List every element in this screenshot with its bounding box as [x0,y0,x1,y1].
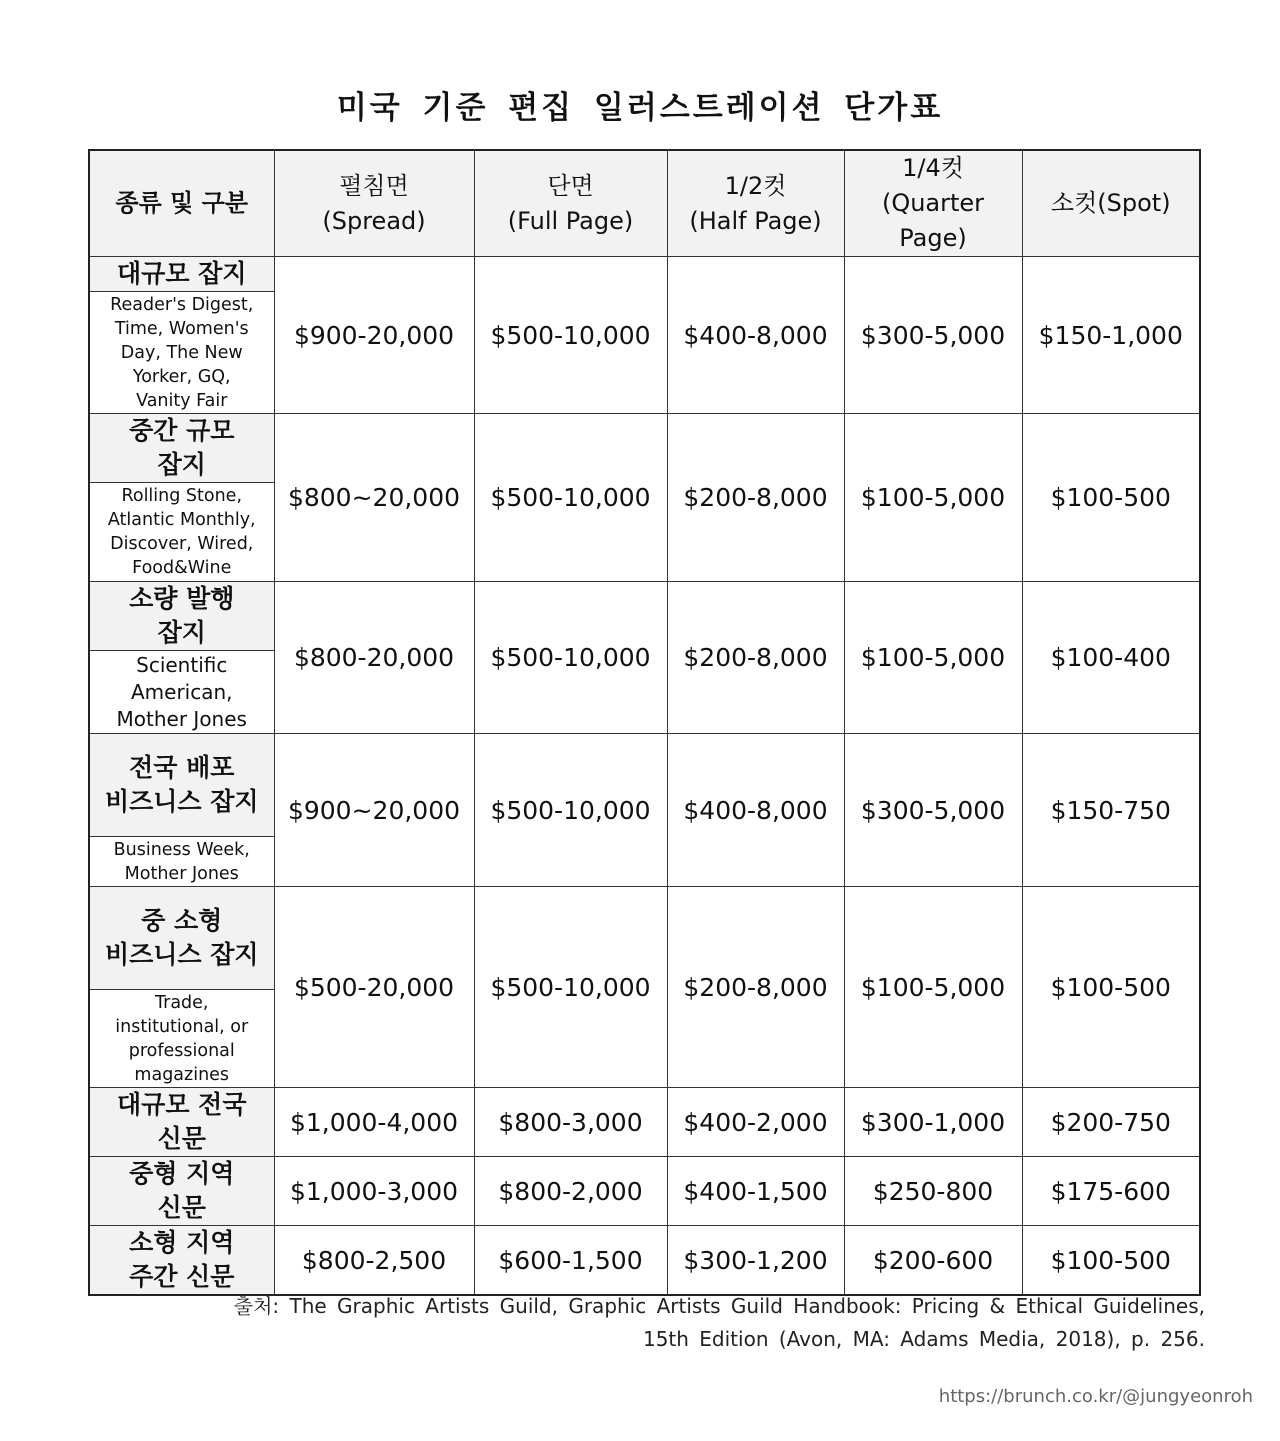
table-header-row [89,150,1200,257]
row-examples: Rolling Stone, Atlantic Monthly, Discover, Wired, Food&Wine [89,483,274,582]
price-full-page: $500-10,000 [474,257,667,414]
source-line-2: 15th Edition (Avon, MA: Adams Media, 2018), p. 256. [642,1327,1205,1351]
table-row [89,414,1200,483]
row-category: 대규모 잡지 [89,257,274,292]
price-spread: $1,000-4,000 [274,1088,474,1157]
price-spot: $150-1,000 [1022,257,1200,414]
row-examples: Trade, institutional, or professional magazines [89,990,274,1088]
price-full-page: $600-1,500 [474,1226,667,1296]
price-quarter-page: $300-5,000 [844,257,1022,414]
price-quarter-page: $250-800 [844,1157,1022,1226]
price-half-page: $400-8,000 [667,257,844,414]
row-category: 중형 지역 신문 [89,1157,274,1226]
price-full-page: $500-10,000 [474,734,667,887]
table-row [89,1088,1200,1157]
column-header-spread: 펼침면 (Spread) [274,150,474,257]
table-row [89,1157,1200,1226]
price-quarter-page: $100-5,000 [844,582,1022,734]
price-quarter-page: $300-1,000 [844,1088,1022,1157]
source-line-1: 출처: The Graphic Artists Guild, Graphic Artists Guild Handbook: Pricing & Ethical Guidelines, [233,1294,1205,1318]
row-category: 소형 지역 주간 신문 [89,1226,274,1296]
row-category: 중간 규모 잡지 [89,414,274,483]
price-full-page: $500-10,000 [474,887,667,1088]
price-full-page: $800-2,000 [474,1157,667,1226]
price-spot: $100-500 [1022,887,1200,1088]
price-spread: $900~20,000 [274,734,474,887]
column-header-category: 종류 및 구분 [89,150,274,257]
table-row [89,257,1200,292]
row-examples: Reader's Digest, Time, Women's Day, The New Yorker, GQ, Vanity Fair [89,292,274,414]
row-category: 대규모 전국 신문 [89,1088,274,1157]
price-spot: $100-500 [1022,1226,1200,1296]
price-quarter-page: $100-5,000 [844,414,1022,582]
price-half-page: $400-2,000 [667,1088,844,1157]
price-full-page: $800-3,000 [474,1088,667,1157]
column-header-spot: 소컷(Spot) [1022,150,1200,257]
price-full-page: $500-10,000 [474,582,667,734]
price-quarter-page: $300-5,000 [844,734,1022,887]
price-spread: $800-2,500 [274,1226,474,1296]
row-examples: Scientific American, Mother Jones [89,651,274,734]
price-spread: $800~20,000 [274,414,474,582]
row-examples: Business Week, Mother Jones [89,837,274,887]
price-spread: $500-20,000 [274,887,474,1088]
price-half-page: $300-1,200 [667,1226,844,1296]
price-spread: $900-20,000 [274,257,474,414]
price-spread: $800-20,000 [274,582,474,734]
row-category: 소량 발행 잡지 [89,582,274,651]
price-half-page: $200-8,000 [667,582,844,734]
price-half-page: $400-8,000 [667,734,844,887]
price-spot: $100-400 [1022,582,1200,734]
column-header-quarter-page: 1/4컷 (Quarter Page) [844,150,1022,257]
price-quarter-page: $200-600 [844,1226,1022,1296]
row-category: 전국 배포 비즈니스 잡지 [89,734,274,837]
price-half-page: $200-8,000 [667,887,844,1088]
watermark-url: https://brunch.co.kr/@jungyeonroh [938,1386,1253,1407]
price-spread: $1,000-3,000 [274,1157,474,1226]
price-quarter-page: $100-5,000 [844,887,1022,1088]
column-header-full-page: 단면 (Full Page) [474,150,667,257]
source-citation [205,1290,1205,1356]
table-row [89,734,1200,837]
pricing-table [88,149,1201,1296]
price-spot: $150-750 [1022,734,1200,887]
row-category: 중 소형 비즈니스 잡지 [89,887,274,990]
page-title: 미국 기준 편집 일러스트레이션 단가표 [336,90,944,126]
table-row [89,1226,1200,1296]
price-half-page: $200-8,000 [667,414,844,582]
price-spot: $100-500 [1022,414,1200,582]
table-row [89,887,1200,990]
table-row [89,582,1200,651]
price-spot: $175-600 [1022,1157,1200,1226]
price-half-page: $400-1,500 [667,1157,844,1226]
price-spot: $200-750 [1022,1088,1200,1157]
price-full-page: $500-10,000 [474,414,667,582]
column-header-half-page: 1/2컷 (Half Page) [667,150,844,257]
